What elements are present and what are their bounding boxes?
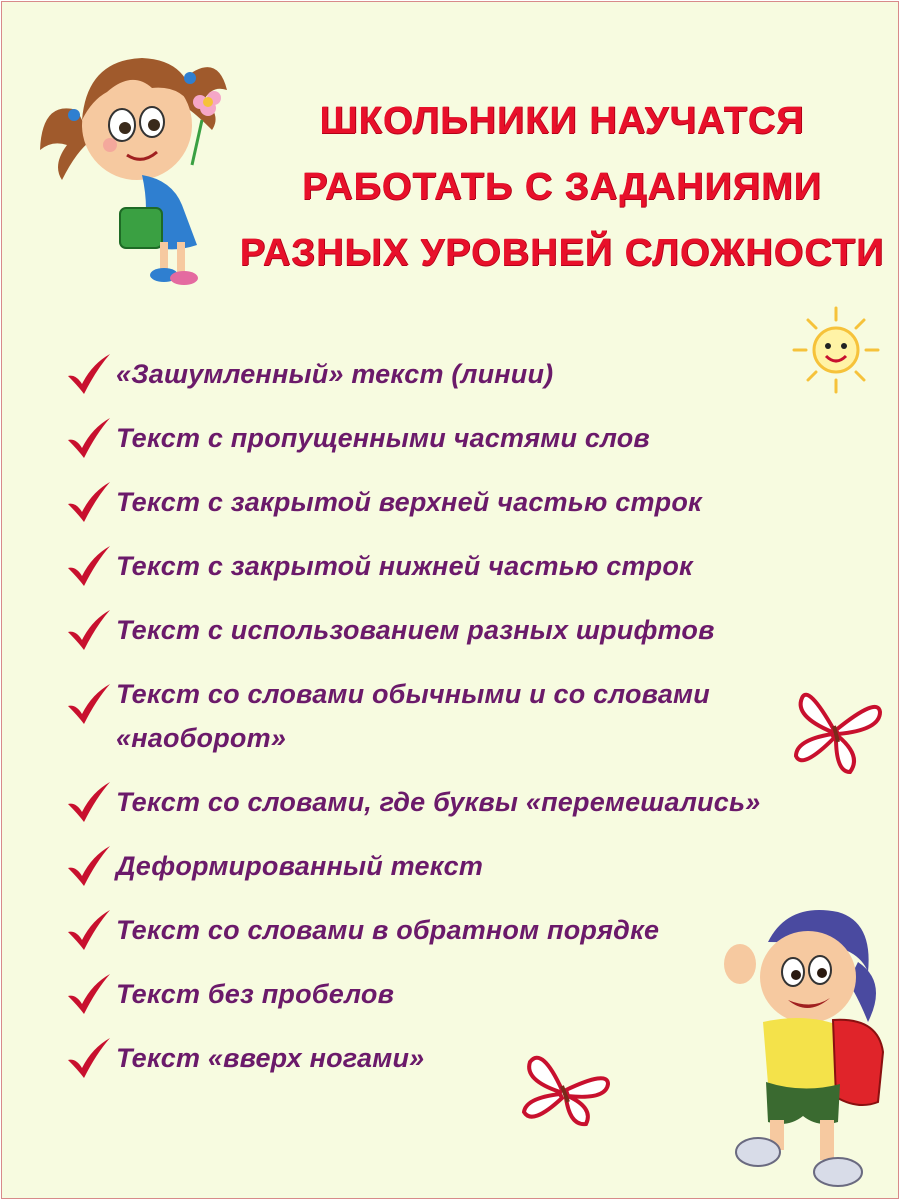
check-icon <box>62 414 116 464</box>
poster <box>1 1 899 1199</box>
title-line-1: ШКОЛЬНИКИ НАУЧАТСЯ <box>319 100 805 142</box>
boy-illustration <box>708 902 896 1198</box>
check-icon <box>62 680 116 730</box>
item-text: «Зашумленный» текст (линии) <box>116 359 554 389</box>
check-icon <box>62 478 116 528</box>
check-icon <box>62 970 116 1020</box>
item-text: Текст с пропущенными частями слов <box>116 423 650 453</box>
check-icon <box>62 906 116 956</box>
girl-illustration <box>32 30 232 290</box>
item-text: Текст со словами обычными и со словами «наоборот» <box>116 679 710 753</box>
item-text: Текст со словами, где буквы «перемешались» <box>116 787 761 817</box>
check-icon <box>62 606 116 656</box>
check-icon <box>62 1034 116 1084</box>
poster-title <box>222 88 899 286</box>
check-icon <box>62 778 116 828</box>
butterfly-icon <box>518 1050 614 1130</box>
list-item <box>62 542 882 606</box>
item-text: Текст со словами в обратном порядке <box>116 915 660 945</box>
title-line-2: РАБОТАТЬ С ЗАДАНИЯМИ <box>302 166 822 208</box>
item-text: Текст «вверх ногами» <box>116 1043 425 1073</box>
item-text: Текст с закрытой нижней частью строк <box>116 551 693 581</box>
check-icon <box>62 542 116 592</box>
list-item <box>62 350 882 414</box>
butterfly-icon <box>788 686 884 778</box>
list-item <box>62 606 882 670</box>
item-text: Текст без пробелов <box>116 979 395 1009</box>
item-text: Текст с закрытой верхней частью строк <box>116 487 702 517</box>
item-text: Деформированный текст <box>116 851 484 881</box>
title-line-3: РАЗНЫХ УРОВНЕЙ СЛОЖНОСТИ <box>239 232 885 274</box>
list-item <box>62 414 882 478</box>
list-item <box>62 478 882 542</box>
check-icon <box>62 842 116 892</box>
list-item <box>62 670 882 778</box>
list-item <box>62 778 882 842</box>
list-item <box>62 842 882 906</box>
check-icon <box>62 350 116 400</box>
item-text: Текст с использованием разных шрифтов <box>116 615 715 645</box>
